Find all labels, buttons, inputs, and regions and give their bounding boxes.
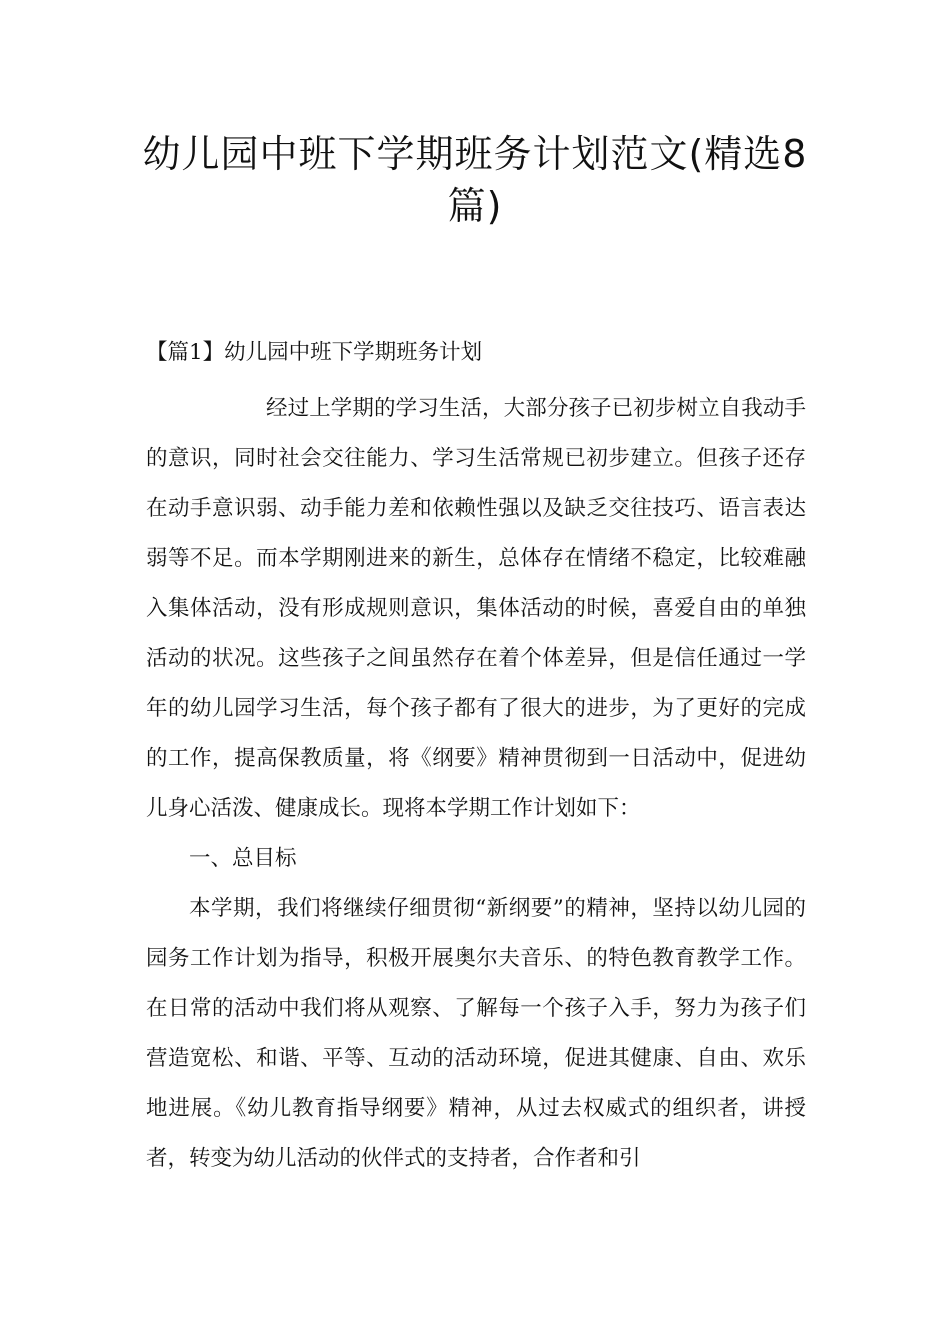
document-body bbox=[146, 322, 806, 1184]
paragraph-goal: 本学期，我们将继续仔细贯彻“新纲要”的精神，坚持以幼儿园的园务工作计划为指导，积极开展奥尔夫音乐、的特色教育教学工作。在日常的活动中我们将从观察、了解每一个孩子入手，努力为孩子们营造宽松、和谐、平等、互动的活动环境，促进其健康、自由、欢乐地进展。《幼儿教育指导纲要》精神，从过去权威式的组织者，讲授者，转变为幼儿活动的伙伴式的支持者，合作者和引 bbox=[146, 896, 806, 1171]
section-heading: 【篇1】幼儿园中班下学期班务计划 bbox=[146, 340, 483, 365]
document-title: 幼儿园中班下学期班务计划范文(精选8篇) bbox=[142, 132, 808, 228]
paragraph-intro: 经过上学期的学习生活，大部分孩子已初步树立自我动手的意识，同时社会交往能力、学习生活常规已初步建立。但孩子还存在动手意识弱、动手能力差和依赖性强以及缺乏交往技巧、语言表达弱等不足。而本学期刚进来的新生，总体存在情绪不稳定，比较难融入集体活动，没有形成规则意识，集体活动的时候，喜爱自由的单独活动的状况。这些孩子之间虽然存在着个体差异，但是信任通过一学年的幼儿园学习生活，每个孩子都有了很大的进步，为了更好的完成的工作，提高保教质量，将《纲要》精神贯彻到一日活动中，促进幼儿身心活泼、健康成长。现将本学期工作计划如下： bbox=[146, 396, 806, 821]
subheading-overall-goal: 一、总目标 bbox=[189, 846, 297, 871]
